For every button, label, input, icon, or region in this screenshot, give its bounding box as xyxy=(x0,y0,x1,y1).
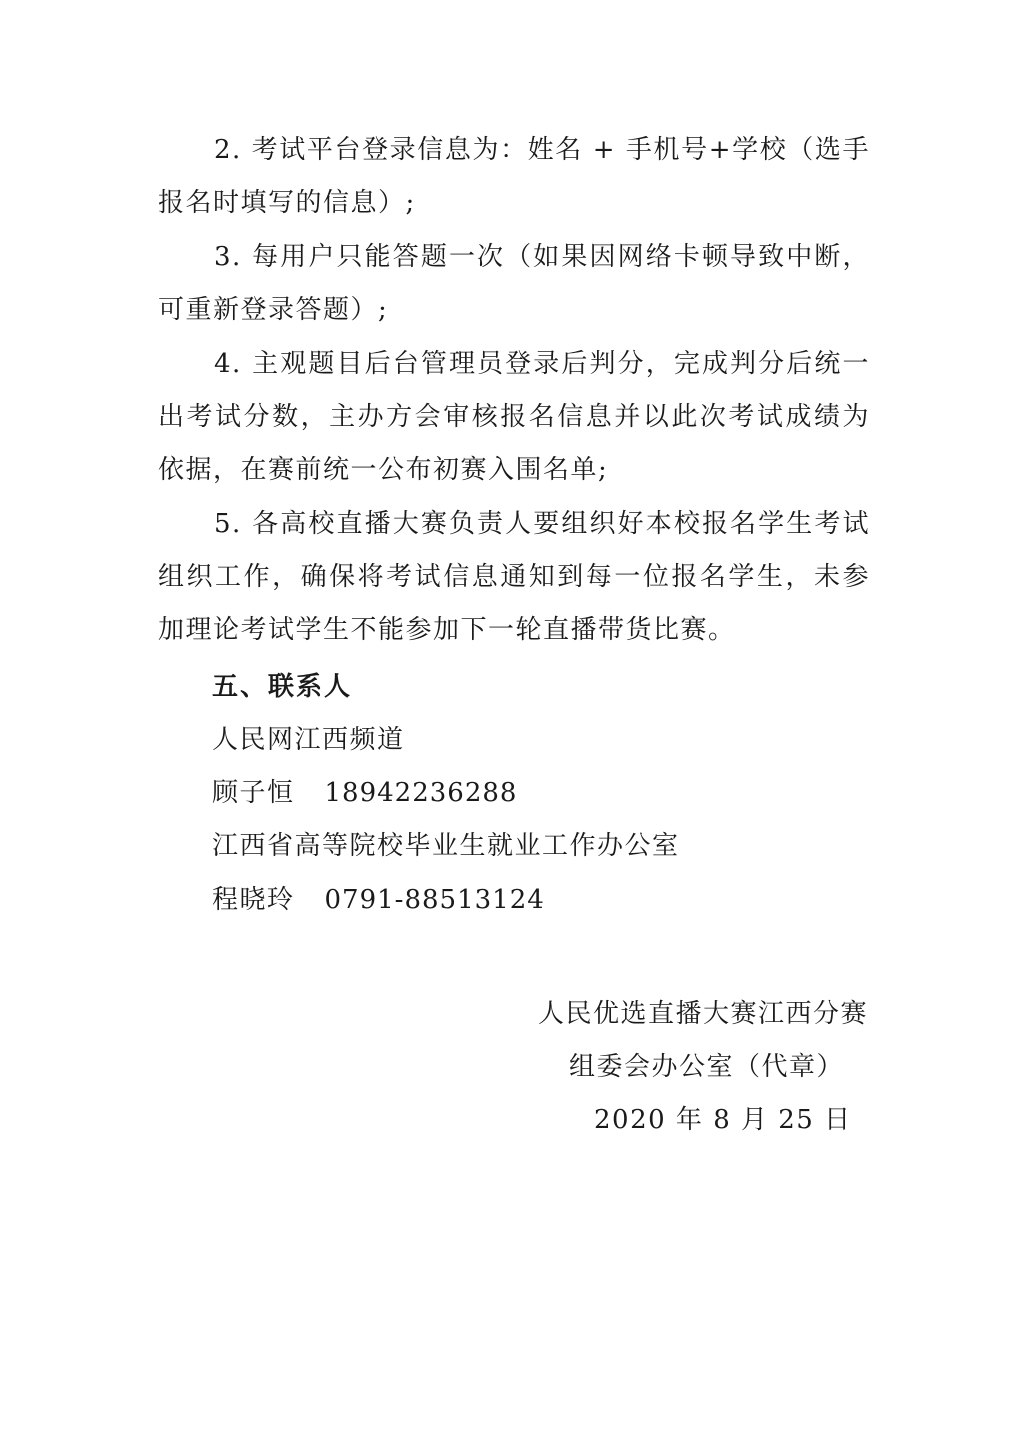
contact-person-2 xyxy=(212,874,545,927)
contact-person-1-phone: 18942236288 xyxy=(324,778,518,808)
contact-org-1: 人民网江西频道 xyxy=(212,725,405,755)
signature-organization: 人民优选直播大赛江西分赛 xyxy=(538,999,869,1029)
contact-person-2-name: 程晓玲 xyxy=(212,885,295,915)
signature-date: 2020 年 8 月 25 日 xyxy=(594,1105,852,1135)
paragraph-item-3: 3. 每用户只能答题一次（如果因网络卡顿导致中断，可重新登录答题）; xyxy=(158,242,870,325)
paragraph-item-2: 2. 考试平台登录信息为：姓名 + 手机号+学校（选手报名时填写的信息）; xyxy=(158,135,870,218)
section-heading-contacts: 五、联系人 xyxy=(212,672,353,702)
contact-org-2: 江西省高等院校毕业生就业工作办公室 xyxy=(212,831,680,861)
signature-office: 组委会办公室（代章） xyxy=(569,1052,845,1082)
contact-person-2-phone: 0791-88513124 xyxy=(324,885,545,915)
contact-person-1-name: 顾子恒 xyxy=(212,778,295,808)
paragraph-item-5: 5. 各高校直播大赛负责人要组织好本校报名学生考试组织工作，确保将考试信息通知到每一位报名学生，未参加理论考试学生不能参加下一轮直播带货比赛。 xyxy=(158,509,870,645)
contact-person-1 xyxy=(212,767,517,820)
paragraph-item-4: 4. 主观题目后台管理员登录后判分，完成判分后统一出考试分数，主办方会审核报名信息并以此次考试成绩为依据，在赛前统一公布初赛入围名单; xyxy=(158,349,870,485)
